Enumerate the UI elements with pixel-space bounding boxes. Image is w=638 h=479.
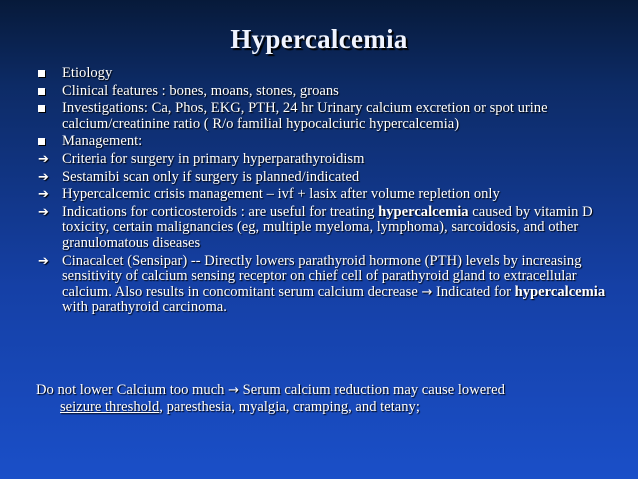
- list-item-text: Cinacalcet (Sensipar) -- Directly lowers parathyroid hormone (PTH) levels by increasing sensitivity of calcium sensing receptor on chief cell of parathyroid gland to extracellular calcium. Also results in concomitant serum calcium decrease: [62, 252, 582, 300]
- list-item: [0, 152, 638, 168]
- arrow-bullet-icon: ➔: [38, 253, 49, 269]
- list-item-text: Sestamibi scan only if surgery is planned/indicated: [62, 168, 360, 185]
- bullet-list: [0, 66, 638, 318]
- footer-text: Serum calcium reduction may cause lowered: [239, 382, 505, 398]
- arrow-bullet-icon: ➔: [38, 169, 49, 185]
- footer-note: [36, 382, 616, 415]
- list-item-cinacalcet: [0, 254, 638, 316]
- slide-title: Hypercalcemia: [230, 24, 408, 54]
- arrow-bullet-icon: ➔: [38, 187, 49, 203]
- square-bullet-icon: [38, 134, 45, 151]
- inline-arrow-icon: →: [421, 284, 433, 300]
- emphasis-text: hypercalcemia: [514, 283, 606, 300]
- footer-text: Do not lower Calcium too much: [36, 382, 229, 398]
- list-item: [0, 187, 638, 203]
- emphasis-text: hypercalcemia: [378, 203, 469, 220]
- square-bullet-icon: [38, 66, 45, 83]
- list-item-text: caused by vitamin D toxicity, certain malignancies (eg, multiple myeloma, lymphoma), sarcoidosis, and other granulomatous diseases: [62, 203, 593, 251]
- list-item-steroids: [0, 205, 638, 252]
- list-item-text: Criteria for surgery in primary hyperparathyroidism: [62, 150, 365, 167]
- arrow-bullet-icon: ➔: [38, 151, 49, 167]
- list-item-text: Indicated for: [432, 283, 515, 300]
- list-item-text: with parathyroid carcinoma.: [62, 299, 227, 316]
- list-item-text: Hypercalcemic crisis management – ivf + lasix after volume repletion only: [62, 186, 500, 203]
- list-item-text: Etiology: [62, 65, 113, 81]
- footer-text: , paresthesia, myalgia, cramping, and tetany;: [159, 399, 420, 415]
- list-item: [0, 101, 638, 132]
- arrow-bullet-icon: ➔: [38, 204, 49, 220]
- list-item: [0, 170, 638, 186]
- underlined-term: seizure threshold: [60, 399, 160, 415]
- list-item: [0, 84, 638, 100]
- list-item: [0, 66, 638, 82]
- list-item: [0, 134, 638, 150]
- list-item-text: Investigations: Ca, Phos, EKG, PTH, 24 hr Urinary calcium excretion or spot urine calcium/creatinine ratio ( R/o familial hypocalciuric hypercalcemia): [62, 100, 548, 132]
- square-bullet-icon: [38, 101, 45, 118]
- square-bullet-icon: [38, 84, 45, 101]
- footer-continuation: [36, 399, 616, 415]
- list-item-text: Clinical features : bones, moans, stones, groans: [62, 82, 339, 99]
- list-item-text: Indications for corticosteroids : are useful for treating: [62, 203, 379, 220]
- list-item-text: Management:: [62, 133, 143, 150]
- inline-arrow-icon: →: [228, 383, 240, 398]
